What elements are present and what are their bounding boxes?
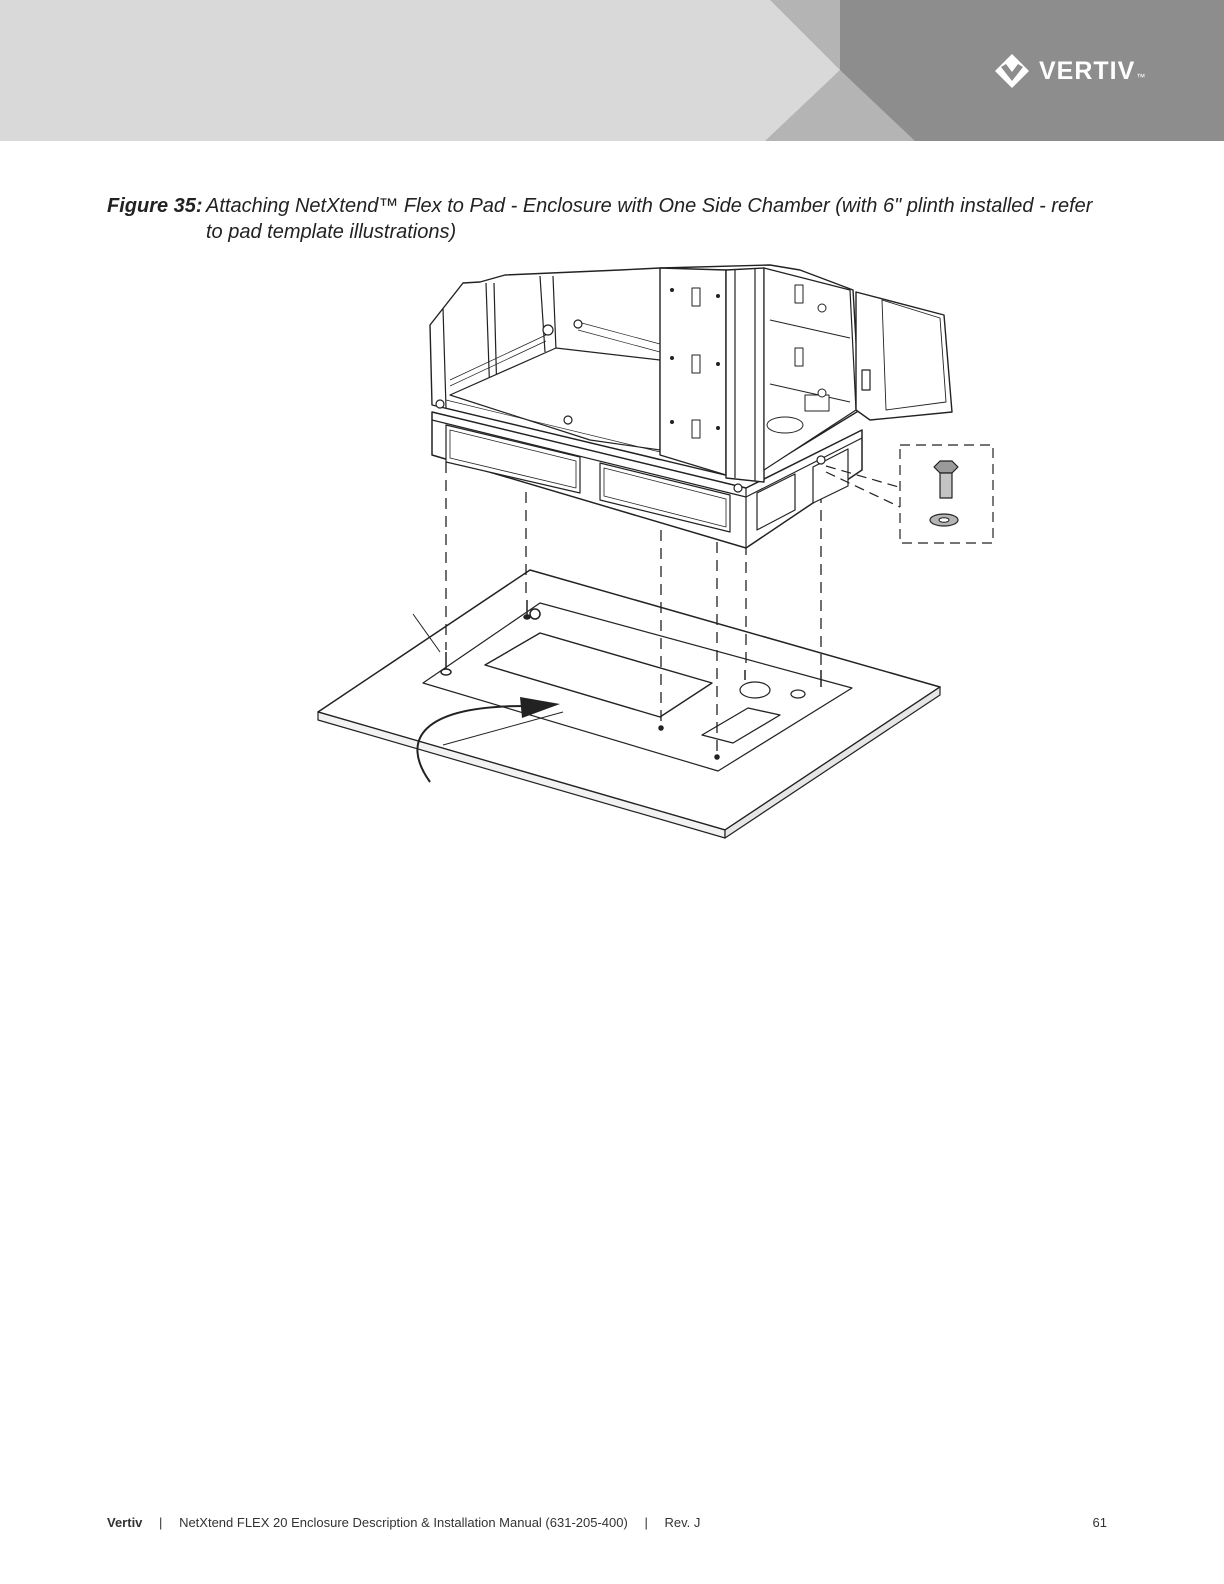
enclosure-pad-illustration (300, 262, 1020, 842)
figure-label: Figure 35: (107, 195, 203, 217)
logo-trademark: ™ (1136, 72, 1146, 82)
figure-caption (107, 193, 1117, 245)
footer-document-title: NetXtend FLEX 20 Enclosure Description & Installation Manual (631-205-400) (179, 1515, 628, 1530)
figure-caption-line-1: Attaching NetXtend™ Flex to Pad - Enclosure with One Side Chamber (with 6" plinth installed - refer (206, 195, 1093, 217)
logo-text: VERTIV (1039, 56, 1136, 85)
vertiv-logo-icon (993, 52, 1031, 90)
page-footer (107, 1515, 1107, 1535)
header-band (0, 0, 1224, 141)
footer-separator: | (644, 1515, 648, 1530)
enclosure-pad-assembly-illustration-icon (300, 262, 1020, 842)
footer-revision: Rev. J (664, 1515, 701, 1530)
footer-brand: Vertiv (107, 1515, 143, 1530)
page-number: 61 (1092, 1515, 1107, 1530)
figure-caption-line-2: to pad template illustrations) (206, 221, 457, 243)
vertiv-logo (993, 52, 1145, 90)
footer-separator: | (159, 1515, 163, 1530)
